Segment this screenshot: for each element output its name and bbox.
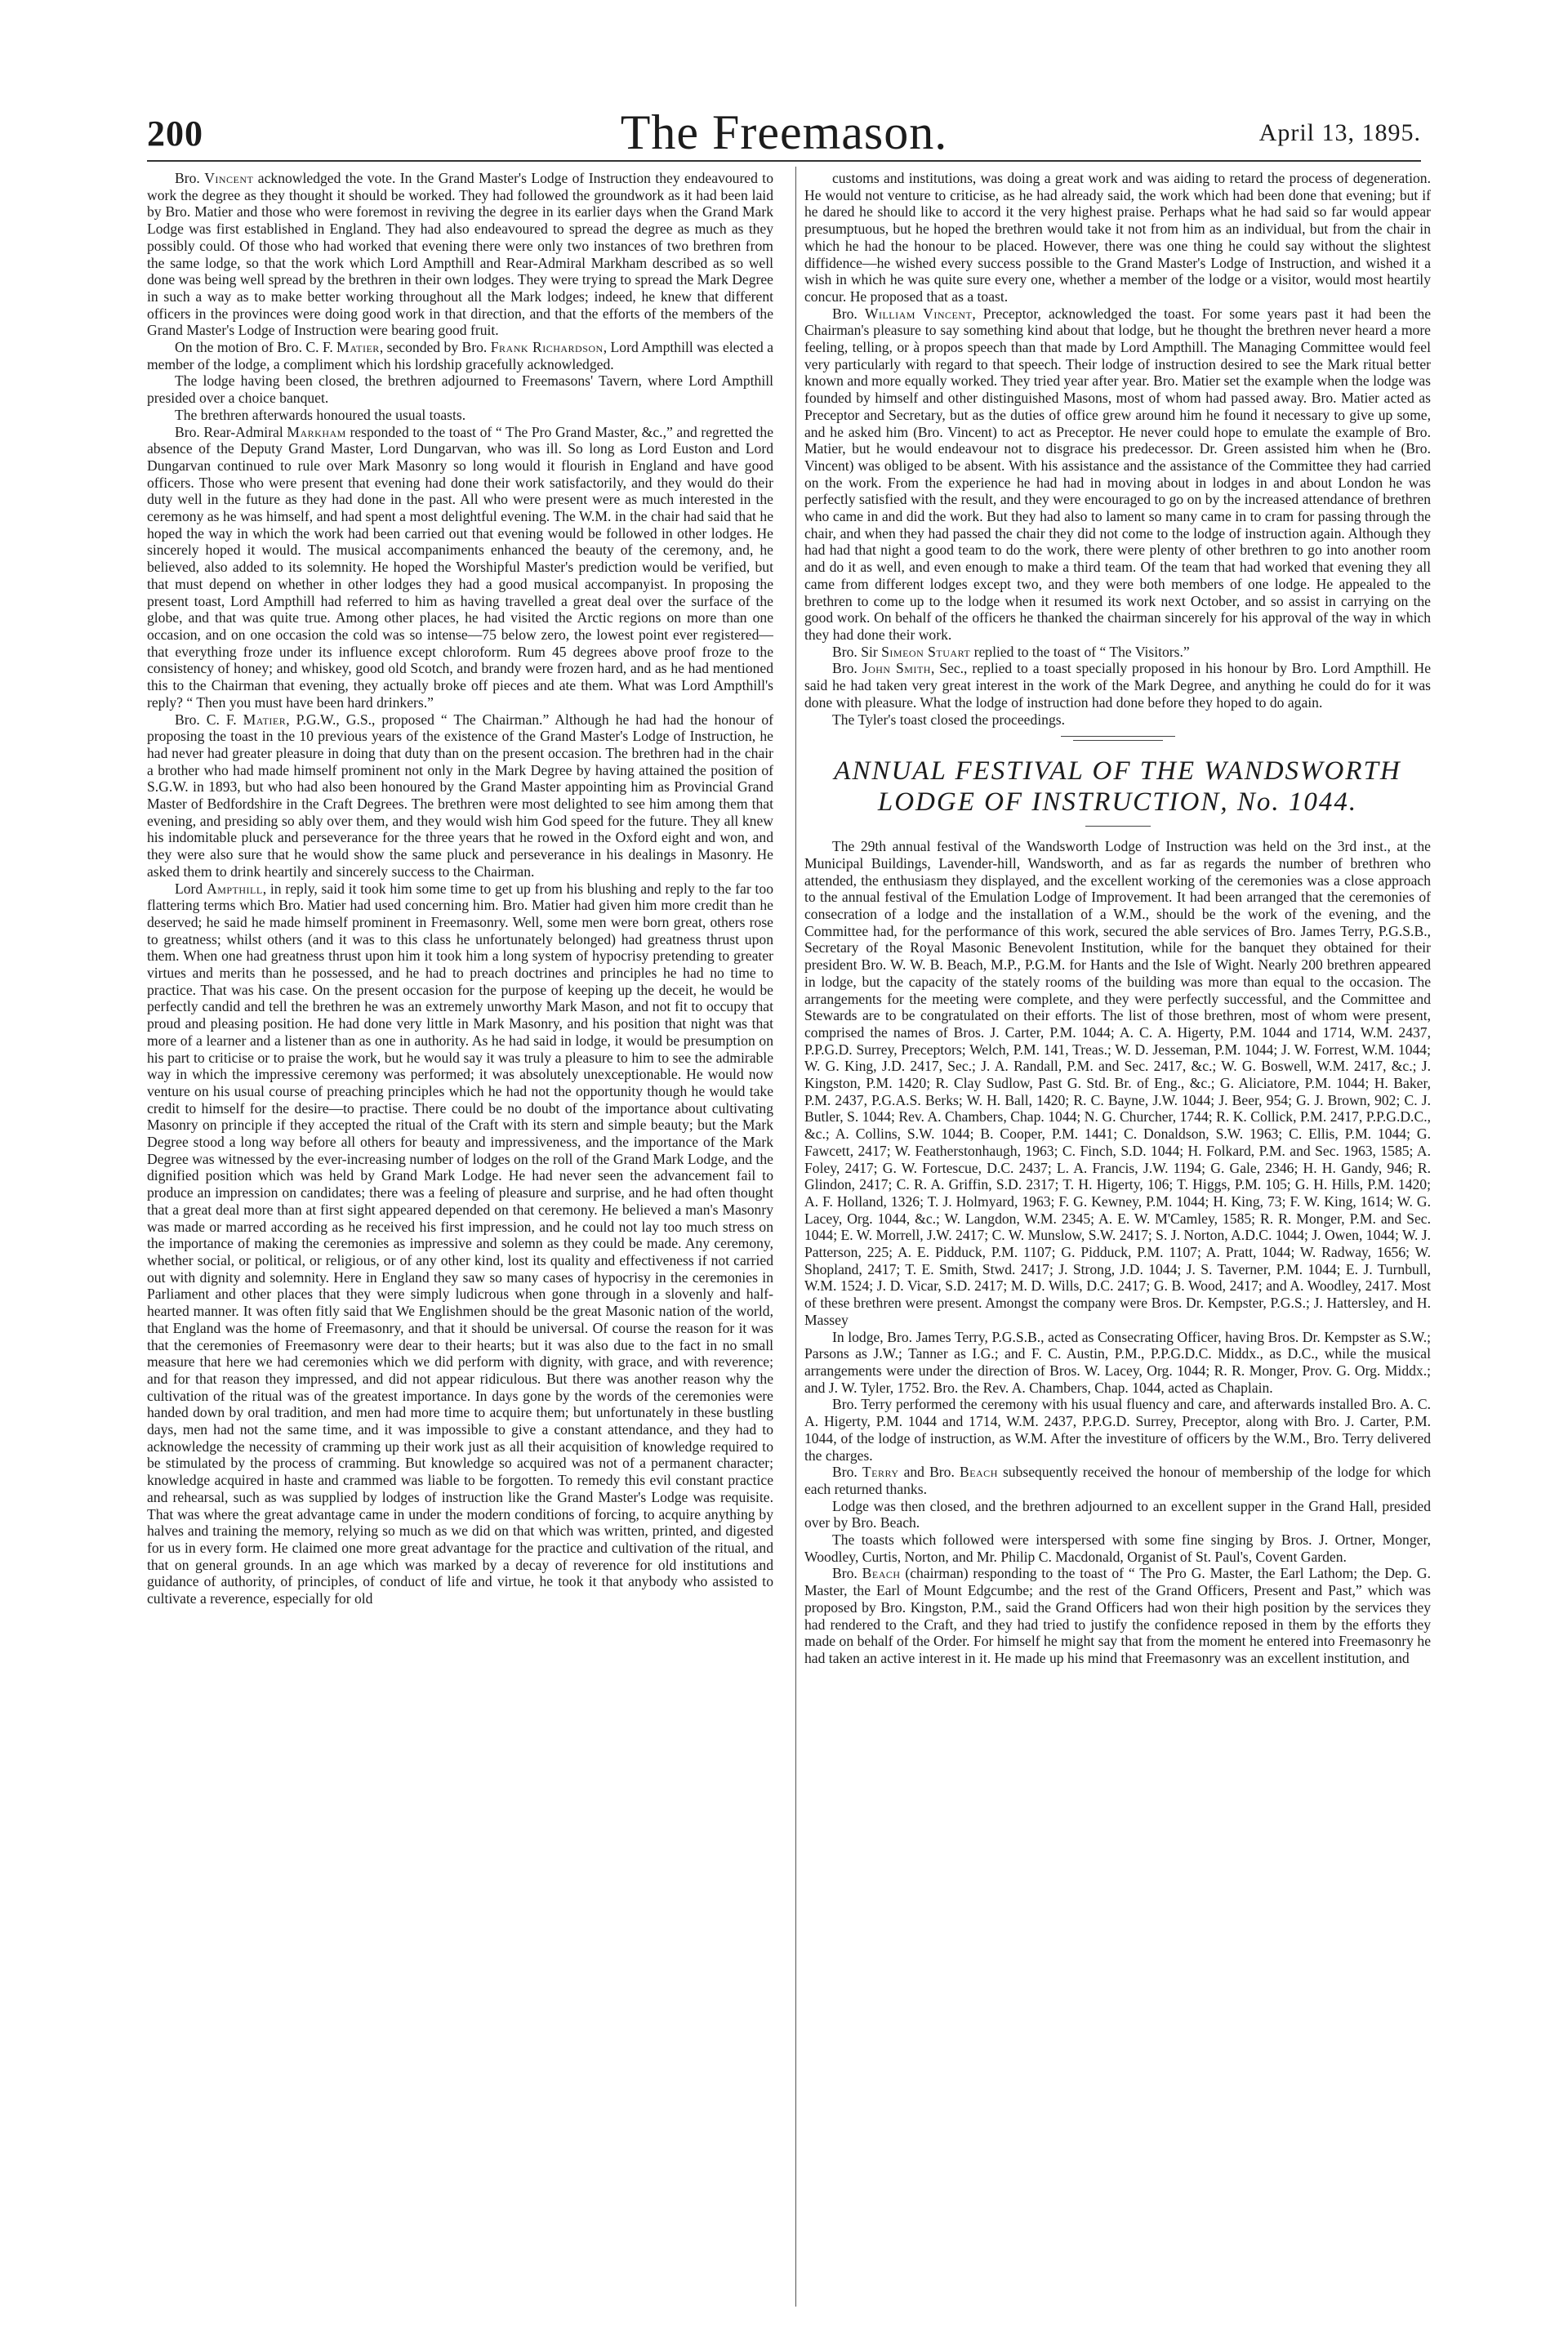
- paragraph: [804, 1329, 1431, 1397]
- speaker-name: Terry: [862, 1464, 899, 1481]
- paragraph: [804, 711, 1431, 729]
- paragraph: [804, 1531, 1431, 1565]
- paragraph: [804, 170, 1431, 305]
- paragraph: [804, 644, 1431, 661]
- paragraph: [804, 1396, 1431, 1464]
- paragraph-text: Bro.: [832, 305, 865, 322]
- speaker-name: Vincent: [204, 170, 254, 186]
- speaker-name: Simeon Stuart: [881, 643, 971, 660]
- paragraph-text: Bro. Sir: [832, 643, 882, 660]
- paragraph: [804, 838, 1431, 1328]
- paragraph-text: The toasts which followed were interspersed with some fine singing by Bros. J. Ortner, Monger, Woodley, Curtis, Norton, and Mr. Philip C. Macdonald, Organist of St. Paul's, Covent Garden.: [804, 1531, 1431, 1565]
- paragraph-text: Bro.: [832, 1464, 862, 1481]
- paragraph: [147, 170, 773, 339]
- paragraph-text: Bro.: [832, 1565, 862, 1582]
- paragraph-text: In lodge, Bro. James Terry, P.G.S.B., acted as Consecrating Officer, having Bros. Dr. Kempster as S.W.; Parsons as J.W.; Tanner as I.G.; and F. C. Austin, P.M., P.P.G.D.C. Middx., as D.C., while the musical arrangements were under the direction of Bros. W. Lacey, Org. 1044; R. R. Monger, Prov. G. Org. Middx.; and J. W. Tyler, 1752. Bro. the Rev. A. Chambers, Chap. 1044, acted as Chaplain.: [804, 1328, 1431, 1396]
- separator-line: [1073, 740, 1163, 741]
- paragraph-text: , Lord Ampthill was elected a member of the lodge, a compliment which his lordship gracefully acknowledged.: [147, 339, 773, 372]
- paragraph-text: replied to the toast of “ The Visitors.”: [970, 643, 1190, 660]
- speaker-name: Ampthill: [207, 880, 263, 897]
- speaker-name: Matier: [243, 711, 287, 728]
- masthead-title: The Freemason.: [620, 105, 948, 159]
- speaker-name: Beach: [959, 1464, 998, 1481]
- left-column: [147, 170, 773, 2302]
- paragraph-text: , P.G.W., G.S., proposed “ The Chairman.” Although he had had the honour of proposing the toast in the 10 previous years of the existence of the Grand Master's Lodge of Instruction, he had never had greater pleasure in doing that duty than on the present occasion. The brethren had in the chair a brother who had made himself prominent not only in the Mark Degree by having attained the position of S.G.W. in 1893, but who had also been honoured by the Grand Master appointing him as Provincial Grand Master of Bedfordshire in the Craft Degrees. The brethren were most delighted to see him among them that evening, and presiding so ably over them, and they would wish him God speed for the future. They all knew his indomitable pluck and perseverance for the three years that he rowed in the Oxford eight and won, and they were also sure that he would show the same pluck and perseverance in his dealings in Masonry. He asked them to drink heartily and sincerely success to the Chairman.: [147, 711, 773, 880]
- paragraph-text: The Tyler's toast closed the proceedings.: [832, 711, 1065, 728]
- paragraph-text: , Preceptor, acknowledged the toast. For some years past it had been the Chairman's pleasure to say something kind about that lodge, but he thought the brethren never heard a more feeling, telling, or à propos speech than that made by Lord Ampthill. The Managing Committee would feel very particularly with regard to that speech. Their lodge of instruction desired to see the Mark ritual better known and more equally worked. They tried year after year. Bro. Matier set the example when the lodge was founded by himself and other distinguished Masons, most of whom had passed away. Bro. Matier acted as Preceptor and Secretary, but as the duties of office grew around him he found it necessary to give up some, and he asked him (Bro. Vincent) to act as Preceptor. He never could hope to emulate the example of Bro. Matier, but he would endeavour not to disgrace his predecessor. Dr. Green assisted him when he (Bro. Vincent) was obliged to be absent. With his assistance and the assistance of the Committee they had carried on the work. From the experience he had had in moving about in lodges in and about London he was perfectly satisfied with the result, and they were encouraged to go on by the increased attendance of brethren who came in and did the work. But they had also to lament so many came in to cram for passing through the chair, and when they had passed the chair they did not come to the lodge of instruction again. Although they had had that night a good team to do the work, there were plenty of other brethren to go into another room and do it as well, and even enough to make a third team. Of the team that had worked that evening they all came from different lodges except two, and they were both members of one lodge. He appealed to the brethren to come up to the lodge when it resumed its work next October, and so assist in carrying on the good work. On behalf of the officers he thanked the chairman sincerely for his approval of the way in which they had done their work.: [804, 305, 1431, 643]
- paragraph-text: acknowledged the vote. In the Grand Master's Lodge of Instruction they endeavoured to work the degree as they thought it should be worked. They had followed the groundwork as it had been laid by Bro. Matier and those who were foremost in reviving the degree in its earlier days when the Grand Mark Lodge was first established in England. They had also endeavoured to spread the degree as much as they possibly could. Of those who had worked that evening there were only two instances of two brethren from the same lodge, so that the work which Lord Ampthill and Rear-Admiral Markham described as so well done was being well spread by the brethren in their own lodges. They were trying to spread the Mark Degree in such a way as to make better working throughout all the Mark lodges; indeed, he knew that different officers in the provinces were doing good work in that direction, and that the efforts of the members of the Grand Master's Lodge of Instruction were bearing good fruit.: [147, 170, 773, 339]
- paragraph-text: Bro. Rear-Admiral: [175, 423, 287, 440]
- paragraph-text: , Sec., replied to a toast specially proposed in his honour by Bro. Lord Ampthill. He said he had taken very great interest in the work of the Mark Degree, and anything he could do for it was done with pleasure. What the lodge of instruction had done before they hoped to do again.: [804, 660, 1431, 711]
- header-rule: [147, 160, 1421, 162]
- paragraph-text: Lodge was then closed, and the brethren adjourned to an excellent supper in the Grand Hall, presided over by Bro. Beach.: [804, 1497, 1431, 1531]
- paragraph-text: Lord: [175, 880, 207, 897]
- paragraph: [147, 424, 773, 711]
- paragraph: [147, 407, 773, 424]
- speaker-name: William Vincent: [864, 305, 973, 322]
- section-separator: [804, 736, 1431, 741]
- paragraph-text: The brethren afterwards honoured the usual toasts.: [175, 406, 466, 423]
- speaker-name: John Smith: [862, 660, 931, 677]
- speaker-name: Frank Richardson: [490, 339, 604, 356]
- paragraph-text: and Bro.: [898, 1464, 960, 1481]
- speaker-name: Beach: [862, 1565, 901, 1582]
- paragraph-text: responded to the toast of “ The Pro Grand Master, &c.,” and regretted the absence of the Deputy Grand Master, Lord Dungarvan, who was ill. So long as Lord Euston and Lord Dungarvan continued to rule over Mark Masonry so long would it flourish in England and have good officers. Those who were present that evening had done their work satisfactorily, and they would do their duty well in the future as they had done in the past. All who were present were as much interested in the ceremony as he was himself, and had spent a most delightful evening. The W.M. in the chair had said that he hoped the way in which the work had been carried out that evening would be followed in other lodges. He sincerely hoped it would. The musical accompaniments enhanced the beauty of the ceremony, and, he believed, also added to its solemnity. He hoped the Worshipful Master's prediction would be verified, but that must depend on whether in other lodges they had a good musical accompanyist. In proposing the present toast, Lord Ampthill had referred to him as having travelled a great deal over the surface of the globe, and that was quite true. Among other places, he had visited the Arctic regions on more than one occasion, and on one occasion the cold was so intense—75 below zero, the lowest point ever registered—that everything froze under its influence except chloroform. Rum 45 degrees above proof froze to the consistency of honey; and whiskey, good old Scotch, and brandy were frozen hard, and as he had mentioned this to the Chairman that evening, they actually broke off pieces and ate them. What was Lord Ampthill's reply? “ Then you must have been hard drinkers.”: [147, 423, 773, 711]
- paragraph-text: customs and institutions, was doing a great work and was aiding to retard the process of degeneration. He would not venture to criticise, as he had already said, the work which had been done that evening; but if he dared he should like to accord it the very highest praise. Perhaps what he had said so far would appear presumptuous, but he hoped the brethren would take it not from him as an individual, but from the chair in which he had the honour to be placed. However, there was one thing he could say without the slightest diffidence—he wished every success possible to the Grand Master's Lodge of Instruction, and wished it a wish in which he was quite sure every one, whether a member of the lodge or a visitor, would most heartily concur. He proposed that as a toast.: [804, 170, 1431, 305]
- article-headline: ANNUAL FESTIVAL OF THE WANDSWORTH LODGE OF INSTRUCTION, No. 1044.: [834, 756, 1401, 818]
- paragraph: [147, 711, 773, 880]
- paragraph: [804, 1498, 1431, 1531]
- speaker-name: Matier: [336, 339, 380, 356]
- headline-rule: [1085, 826, 1151, 827]
- paragraph-text: subsequently received the honour of membership of the lodge for which each returned thanks.: [804, 1464, 1431, 1497]
- paragraph-text: Bro.: [175, 170, 205, 186]
- paragraph: [804, 660, 1431, 711]
- wandsworth-article-body: [804, 838, 1431, 1666]
- speaker-name: Markham: [287, 423, 346, 440]
- paragraph: [147, 339, 773, 372]
- paragraph: [804, 1464, 1431, 1497]
- paragraph-text: Bro. C. F.: [175, 711, 243, 728]
- paragraph-text: The 29th annual festival of the Wandsworth Lodge of Instruction was held on the 3rd inst., at the Municipal Buildings, Lavender-hill, Wandsworth, and as far as regards the number of brethren who attended, the enthusiasm they displayed, and the excellent working of the ceremonies was a close approach to the annual festival of the Emulation Lodge of Improvement. It had been arranged that the ceremonies of consecration of a lodge and the installation of a W.M., should be the work of the evening, and the Committee had, for the performance of this work, secured the able services of Bro. James Terry, P.G.S.B., Secretary of the Royal Masonic Benevolent Institution, while for the banquet they obtained for their president Bro. W. W. B. Beach, M.P., P.G.M. for Hants and the Isle of Wight. Nearly 200 brethren appeared in lodge, but the capacity of the stately rooms of the building was more than equal to the occasion. The arrangements for the meeting were complete, and they were perfectly successful, and the Committee and Stewards are to be congratulated on their efforts. The list of those brethren, most of whom were present, comprised the names of Bros. J. Carter, P.M. 1044; A. C. A. Higerty, P.M. 1044 and 1714, W.M. 2437, P.P.G.D. Surrey, Preceptors; Welch, P.M. 141, Treas.; W. D. Jesseman, P.M. 1044; J. W. Forrest, W.M. 1044; W. G. King, J.D. 2417, Sec.; J. A. Randall, P.M. and Sec. 2417, &c.; W. G. Boswell, W.M. 2417, &c.; J. Kingston, P.M. 1420; R. Clay Sudlow, Past G. Std. Br. of Eng., &c.; G. Aliciatore, P.M. 1044; H. Baker, P.M. 2437, P.G.A.S. Berks; W. H. Ball, 1420; R. C. Bayne, J.W. 1044; J. Beer, 954; G. J. Brown, 902; C. J. Butler, S. 1044; Rev. A. Chambers, Chap. 1044; N. G. Churcher, 1744; R. K. Collick, P.M. 2417, P.P.G.D.C., &c.; A. Collins, S.W. 1044; B. Cooper, P.M. 1441; C. Donaldson, S.W. 1963; C. Ellis, P.M. 1044; G. Fawcett, 2417; W. Featherstonhaugh, 1963; C. Finch, S.D. 1044; H. Folkard, P.M. and Sec. 1963, 1585; A. Foley, 2417; G. W. Fortescue, D.C. 2437; L. A. Francis, J.W. 1194; G. Gale, 2346; H. H. Gandy, 946; R. Glindon, 2417; C. R. A. Griffin, S.D. 2317; T. H. Higerty, 106; T. Higgs, P.M. 105; G. H. Hills, P.M. 1420; A. F. Holland, 1326; T. J. Holmyard, 1963; F. G. Kewney, P.M. 1044; H. King, 73; F. W. King, 1614; W. G. Lacey, Org. 1044, &c.; W. Langdon, W.M. 2345; A. E. W. M'Camley, 1585; R. R. Monger, P.M. and Sec. 1044; E. W. Morrell, J.W. 2417; C. W. Munslow, S.W. 2417; S. J. Norton, A.D.C. 1044; J. Owen, 1044; W. J. Patterson, 225; A. E. Pidduck, P.M. 1107; G. Pidduck, P.M. 1107; A. Pratt, 1044; W. Radway, 1656; W. Shopland, 2417; T. E. Smith, Stwd. 2417; J. Strong, J.D. 1044; J. S. Taverner, P.M. 1044; E. J. Turnbull, W.M. 1524; J. D. Vicar, S.D. 2417; M. D. Wills, D.C. 2417; G. B. Wood, 2417; and A. Woodley, 2417. Most of these brethren were present. Amongst the company were Bros. Dr. Kempster, P.G.S.; J. Hattersley, and H. Massey: [804, 838, 1431, 1328]
- paragraph-text: Bro. Terry performed the ceremony with his usual fluency and care, and afterwards installed Bro. A. C. A. Higerty, P.M. 1044 and 1714, W.M. 2437, P.P.G.D. Surrey, Preceptor, along with Bro. J. Carter, P.M. 1044, of the lodge of instruction, as W.M. After the investiture of officers by the W.M., Bro. Terry delivered the charges.: [804, 1396, 1431, 1464]
- paragraph-text: (chairman) responding to the toast of “ The Pro G. Master, the Earl Lathom; the Dep. G. Master, the Earl of Mount Edgcumbe; and the rest of the Grand Officers, Present and Past,” which was proposed by Bro. Kingston, P.M., said the Grand Officers had won their high position by the services they had rendered to the Craft, and they had tried to justify the confidence reposed in them by the efforts they made on behalf of the Order. For himself he might say that from the moment he entered into Freemasonry he had taken an active interest in it. He made up his mind that Freemasonry was an excellent institution, and: [804, 1565, 1431, 1666]
- paragraph-text: On the motion of Bro. C. F.: [175, 339, 337, 356]
- column-divider: [795, 167, 796, 2307]
- right-column: [804, 170, 1431, 2302]
- paragraph: [147, 880, 773, 1607]
- paragraph-text: , seconded by Bro.: [379, 339, 491, 356]
- paragraph-text: Bro.: [832, 660, 862, 677]
- page-header: [147, 105, 1421, 162]
- paragraph: [804, 305, 1431, 644]
- paragraph: [804, 1565, 1431, 1666]
- issue-date: April 13, 1895.: [1258, 119, 1421, 146]
- right-column-top-articles: [804, 170, 1431, 728]
- paragraph-text: The lodge having been closed, the brethren adjourned to Freemasons' Tavern, where Lord Ampthill presided over a choice banquet.: [147, 372, 773, 407]
- paragraph-text: , in reply, said it took him some time to get up from his blushing and reply to the far too flattering terms which Bro. Matier had used concerning him. Bro. Matier had given him more credit than he deserved; he said he made himself prominent in Freemasonry. Well, some men were born great, others rose to greatness; whilst others (and it was to this class he unfortunately belonged) had greatness thrust upon them. When one had greatness thrust upon him it took him a long system of hypocrisy pretending to greater virtues and merits than he possessed, and he had to preach doctrines and principles he had no time to practice. That was his case. On the present occasion for the purpose of keeping up the deceit, he would be perfectly candid and tell the brethren he was an extremely unworthy Mark Mason, and not fit to occupy that proud and pleasing position. He had done very little in Mark Masonry, and his position that night was that more of a learner and a listener than as one in authority. As he had said in lodge, it would be presumption on his part to criticise or to praise the work, but he would say it was truly a pleasure to him to see the admirable way in which the impressive ceremony was performed; it was absolutely unexceptionable. He would now venture on his usual course of preaching principles which he had not the opportunity though he would take credit to himself for the desire—to practise. There could be no doubt of the importance about cultivating Masonry on principle if they accepted the ritual of the Craft with its stern and simple beauty; but the Mark Degree stood a long way before all others for beauty and impressiveness, and the importance of the Mark Degree was witnessed by the ever-increasing number of lodges on the roll of the Grand Mark Lodge, and the dignified position which was held by Grand Mark Lodge. He had never seen the advancement fail to produce an impression on candidates; there was a feeling of pleasure and surprise, and he had often thought that a great deal more than at first sight appeared depended on that ceremony. He believed a man's Masonry was made or marred according as he received his first impression, and he could not lay too much stress on the importance of making the ceremonies as impressive and solemn as they could be made. Any ceremony, whether social, or political, or religious, or of any other kind, lost its quality and effectiveness if not carried out with dignity and solemnity. Here in England they saw so many cases of hypocrisy in the ceremonies in Parliament and other places that they were simply ludicrous when gone through in a slovenly and half-hearted manner. It was often fitly said that We Englishmen should be the great Masonic nation of the world, that England was the home of Freemasonry, and that it should be universal. Of course the reason for it was that the ceremonies of Freemasonry were dear to their hearts; but it was also due to the fact in no small measure that here we had ceremonies which we did perform with dignity, with grace, and with reverence; and for that reason they impressed, and did not appear ridiculous. But there was another reason why the cultivation of the ritual was of the greatest importance. In days gone by the words of the ceremonies were handed down by oral tradition, and men had more time to acquire them; but unfortunately in these bustling days, men had not the same time, and it was impossible to give a constant attendance, and they had to acknowledge the necessity of cramming up their work just as all their acquisition of knowledge required to be stimulated by the process of cramming. But knowledge so acquired was not of a permanent character; knowledge acquired in haste and crammed was liable to be forgotten. To remedy this evil constant practice and rehearsal, such as was supplied by lodges of instruction like the Grand Master's Lodge was requisite. That was where the great advantage came in under the modern conditions of forcing, to acquire anything by halves and training the memory, relying so much as we did on that which was written, printed, and digested for us in every form. He claimed one more great advantage for the practice and cultivation of the ritual, and that on general grounds. In an age which was marked by a decay of reverence for old institutions and guidance of authority, of principles, of conduct of life and virtue, he took it that anybody who assisted to cultivate a reverence, especially for old: [147, 880, 773, 1607]
- page-number: 200: [147, 114, 203, 154]
- paragraph: [147, 372, 773, 406]
- separator-line: [1061, 736, 1175, 737]
